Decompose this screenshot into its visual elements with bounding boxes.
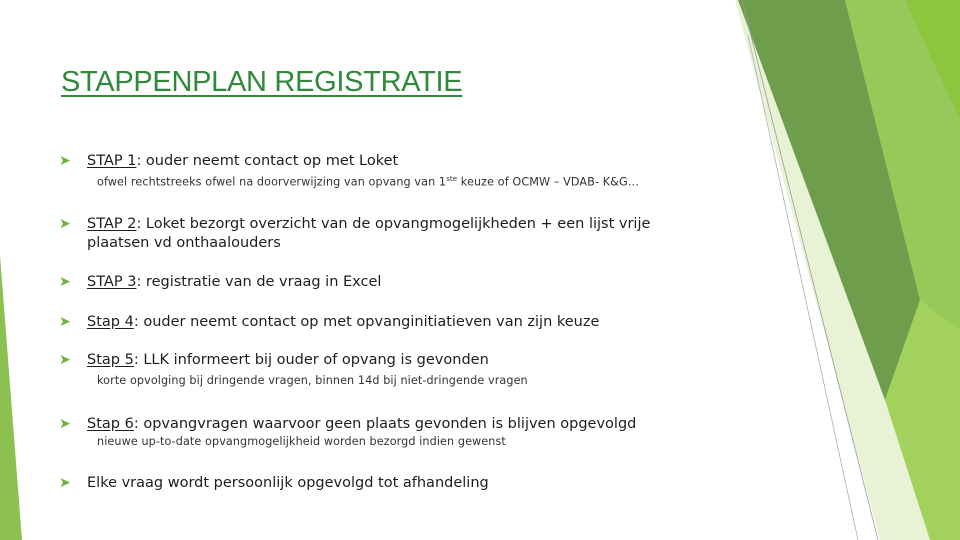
list-item (59, 474, 699, 493)
step-text: : ouder neemt contact op met opvanginitiatieven van zijn keuze (133, 314, 600, 330)
arrowhead-bullet-icon: ➤ (59, 475, 71, 491)
step-label: Stap 6 (87, 416, 134, 432)
arrowhead-bullet-icon: ➤ (59, 274, 71, 290)
list-item (59, 313, 699, 332)
step-label: STAP 2 (87, 216, 137, 232)
step-text: : registratie van de vraag in Excel (136, 274, 382, 290)
step-text: : opvangvragen waarvoor geen plaats gevonden is blijven opgevolgd (133, 416, 637, 432)
step-sub-text: nieuwe up-to-date opvangmogelijkheid worden bezorgd indien gewenst (97, 435, 506, 448)
list-item (59, 215, 699, 253)
sub-text-end: keuze of OCMW – VDAB- K&G… (457, 175, 640, 189)
list-item (59, 273, 699, 292)
list-item (59, 415, 699, 448)
step-line (87, 215, 699, 234)
arrowhead-bullet-icon: ➤ (59, 416, 71, 432)
arrowhead-bullet-icon: ➤ (59, 352, 71, 368)
arrowhead-bullet-icon: ➤ (59, 153, 71, 169)
step-line (87, 313, 699, 332)
step-line (87, 415, 699, 434)
sub-text-superscript: ste (446, 175, 458, 183)
list-item (59, 152, 699, 189)
arrowhead-bullet-icon: ➤ (59, 314, 71, 330)
step-text: : LLK informeert bij ouder of opvang is gevonden (133, 352, 489, 368)
page-title: STAPPENPLAN REGISTRATIE (61, 66, 463, 98)
list-item (59, 351, 699, 387)
step-line (87, 273, 699, 292)
step-line (87, 351, 699, 370)
step-label: Stap 4 (87, 314, 134, 330)
step-sub-text: korte opvolging bij dringende vragen, binnen 14d bij niet-dringende vragen (97, 374, 528, 387)
sub-text-start: ofwel rechtstreeks ofwel na doorverwijzing van opvang van 1 (97, 175, 447, 189)
step-line-continued: plaatsen vd onthaalouders (87, 235, 281, 251)
arrowhead-bullet-icon: ➤ (59, 216, 71, 232)
step-line (87, 152, 699, 171)
step-label: STAP 3 (87, 274, 137, 290)
step-text: : Loket bezorgt overzicht van de opvangmogelijkheden + een lijst vrije (136, 216, 651, 232)
step-label: Stap 5 (87, 352, 134, 368)
step-text: : ouder neemt contact op met Loket (136, 153, 399, 169)
closing-line: Elke vraag wordt persoonlijk opgevolgd tot afhandeling (87, 475, 489, 491)
step-label: STAP 1 (87, 153, 137, 169)
step-sub-text (97, 175, 699, 189)
left-edge-accent (0, 255, 22, 540)
